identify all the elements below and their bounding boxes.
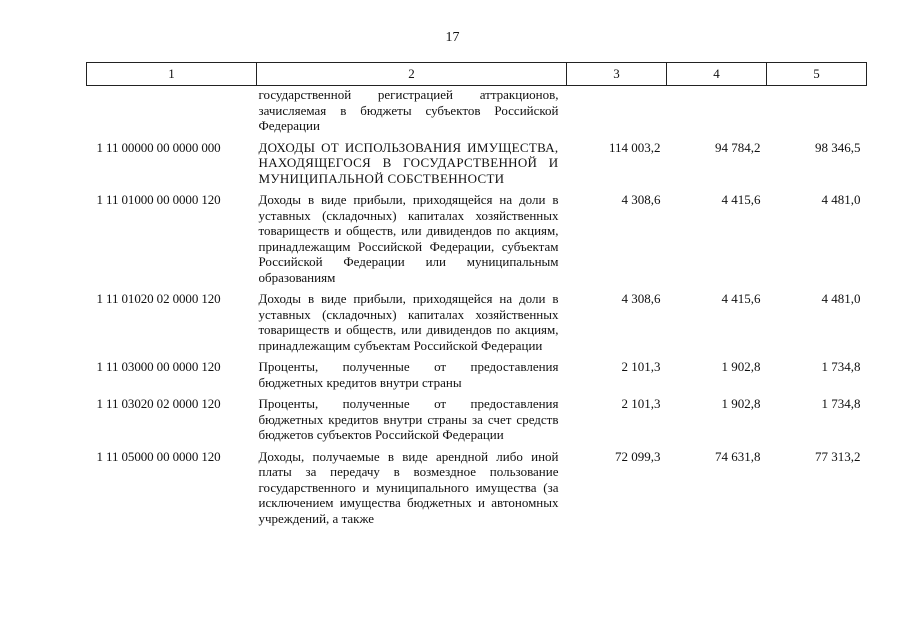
- row-code: 1 11 01020 02 0000 120: [96, 291, 221, 306]
- table-row: [87, 396, 867, 449]
- row-value-col3: 72 099,3: [615, 448, 661, 464]
- table-row: [87, 140, 867, 193]
- row-name: Проценты, полученные от предоставления бюджетных кредитов внутри страны за счет средств бюджетов субъектов Российской Федерации: [258, 396, 559, 442]
- row-value-col4: [667, 86, 767, 140]
- row-value-col4: 4 415,6: [721, 291, 761, 306]
- row-name: Доходы в виде прибыли, приходящейся на доли в уставных (складочных) капиталах хозяйственных товариществ и обществ, или дивидендов по акциям, принадлежащим субъектам Российской Федерации: [258, 291, 559, 353]
- table-row: [87, 192, 867, 291]
- row-code: [87, 86, 257, 140]
- header-col-5: 5: [767, 63, 867, 86]
- header-col-2: 2: [257, 63, 567, 86]
- row-name: Доходы в виде прибыли, приходящейся на доли в уставных (складочных) капиталах хозяйственных товариществ и обществ, или дивидендов по акциям, принадлежащим Российской Федерации, субъектам Российской Федерации или муниципальным образованиям: [258, 192, 559, 285]
- row-value-col5: [767, 86, 867, 140]
- row-value-col5: 4 481,0: [821, 192, 861, 207]
- table-row: [87, 86, 867, 140]
- row-code: 1 11 03000 00 0000 120: [96, 359, 221, 374]
- row-code: 1 11 00000 00 0000 000: [96, 139, 221, 155]
- row-value-col4: 1 902,8: [721, 359, 761, 374]
- row-value-col3: 114 003,2: [608, 139, 661, 155]
- table-row: [87, 291, 867, 359]
- table-row: [87, 359, 867, 396]
- budget-revenue-table: [86, 62, 867, 532]
- row-value-col3: 4 308,6: [621, 291, 661, 306]
- row-value-col4: 74 631,8: [715, 448, 761, 464]
- row-value-col3: [567, 86, 667, 140]
- header-col-3: 3: [567, 63, 667, 86]
- table-row: [87, 449, 867, 533]
- row-value-col3: 4 308,6: [621, 192, 661, 207]
- row-code: 1 11 03020 02 0000 120: [96, 396, 221, 411]
- row-value-col5: 1 734,8: [821, 396, 861, 411]
- row-value-col5: 98 346,5: [815, 139, 861, 155]
- page-number: 17: [445, 30, 460, 45]
- row-value-col3: 2 101,3: [621, 396, 661, 411]
- row-value-col4: 1 902,8: [721, 396, 761, 411]
- row-name: государственной регистрацией аттракционов, зачисляемая в бюджеты субъектов Российской Федерации: [258, 87, 559, 133]
- row-value-col3: 2 101,3: [621, 359, 661, 374]
- row-name: Доходы, получаемые в виде арендной либо иной платы за передачу в возмездное пользование государственного и муниципального имущества (за исключением имущества бюджетных и автономных учреждений, а также: [258, 448, 559, 526]
- row-code: 1 11 05000 00 0000 120: [96, 448, 221, 464]
- row-value-col5: 4 481,0: [821, 291, 861, 306]
- row-value-col4: 4 415,6: [721, 192, 761, 207]
- row-value-col4: 94 784,2: [715, 139, 761, 155]
- row-value-col5: 77 313,2: [815, 448, 861, 464]
- header-col-4: 4: [667, 63, 767, 86]
- table-header-row: [87, 63, 867, 86]
- row-value-col5: 1 734,8: [821, 359, 861, 374]
- row-name: ДОХОДЫ ОТ ИСПОЛЬЗОВАНИЯ ИМУЩЕСТВА, НАХОДЯЩЕГОСЯ В ГОСУДАРСТВЕННОЙ И МУНИЦИПАЛЬНОЙ СОБСТВЕННОСТИ: [258, 139, 559, 186]
- row-name: Проценты, полученные от предоставления бюджетных кредитов внутри страны: [258, 359, 559, 390]
- row-code: 1 11 01000 00 0000 120: [96, 192, 221, 207]
- header-col-1: 1: [87, 63, 257, 86]
